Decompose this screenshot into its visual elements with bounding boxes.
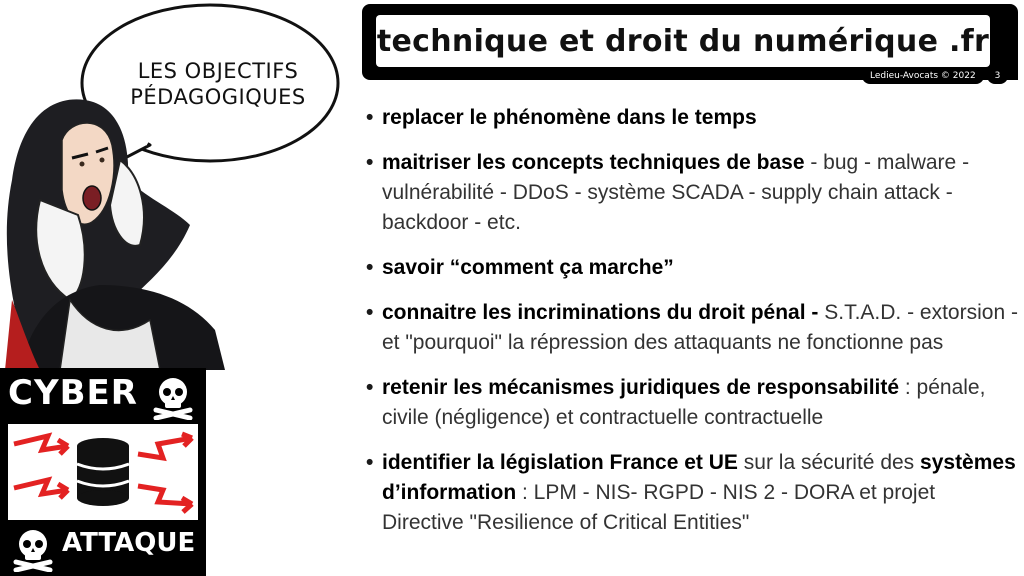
slide-title: technique et droit du numérique .fr — [376, 23, 990, 59]
list-item — [366, 103, 1018, 133]
bullet-bold: retenir les mécanismes juridiques de responsabilité — [382, 376, 900, 399]
bullet-bold: savoir “comment ça marche” — [382, 256, 674, 279]
bullet-rest: : pénale, civile (négligence) et contractuelle contractuelle — [382, 376, 986, 429]
bullet-bold: connaitre les incriminations du droit pénal - — [382, 301, 819, 324]
bullet-dot: • — [366, 376, 374, 399]
bubble-line-1: LES OBJECTIFS — [137, 59, 299, 83]
bullet-bold: maitriser les concepts techniques de base — [382, 151, 805, 174]
skull-crossbones-icon — [150, 374, 196, 420]
bullet-bold: replacer le phénomène dans le temps — [382, 106, 757, 129]
bullet-dot: • — [366, 256, 374, 279]
bullet-bold-2: systèmes d’information — [382, 451, 1016, 504]
list-item — [366, 448, 1018, 538]
page-number: 3 — [987, 68, 1009, 84]
character-illustration — [0, 0, 360, 370]
byline — [862, 68, 1008, 86]
byline-author: Ledieu-Avocats © 2022 — [862, 68, 984, 84]
title-box — [376, 15, 990, 67]
list-item — [366, 373, 1018, 433]
bullet-bold: identifier la législation France et UE — [382, 451, 738, 474]
bullet-rest: sur la sécurité des — [737, 451, 921, 474]
list-item — [366, 298, 1018, 358]
attack-graphic — [8, 424, 198, 520]
bullet-tail: : LPM - NIS- RGPD - NIS 2 - DORA et projet Directive "Resilience of Critical Entities" — [382, 481, 936, 534]
skull-crossbones-icon — [10, 526, 56, 572]
list-item — [366, 253, 1018, 283]
badge-label-bottom: ATTAQUE — [62, 528, 196, 558]
bullet-rest: S.T.A.D. - extorsion - et "pourquoi" la répression des attaquants ne fonctionne pas — [382, 301, 1018, 354]
objectives-list — [366, 103, 1018, 553]
database-icon — [77, 438, 129, 506]
lightning-arrow-icon — [138, 438, 192, 458]
badge-label-top: CYBER — [8, 373, 138, 413]
bubble-line-2: PÉDAGOGIQUES — [130, 85, 306, 109]
bullet-dot: • — [366, 301, 374, 324]
list-item — [366, 148, 1018, 238]
bullet-dot: • — [366, 151, 374, 174]
bullet-dot: • — [366, 451, 374, 474]
bullet-dot: • — [366, 106, 374, 129]
bullet-rest: - bug - malware - vulnérabilité - DDoS - système SCADA - supply chain attack - backdoor - etc. — [382, 151, 970, 234]
